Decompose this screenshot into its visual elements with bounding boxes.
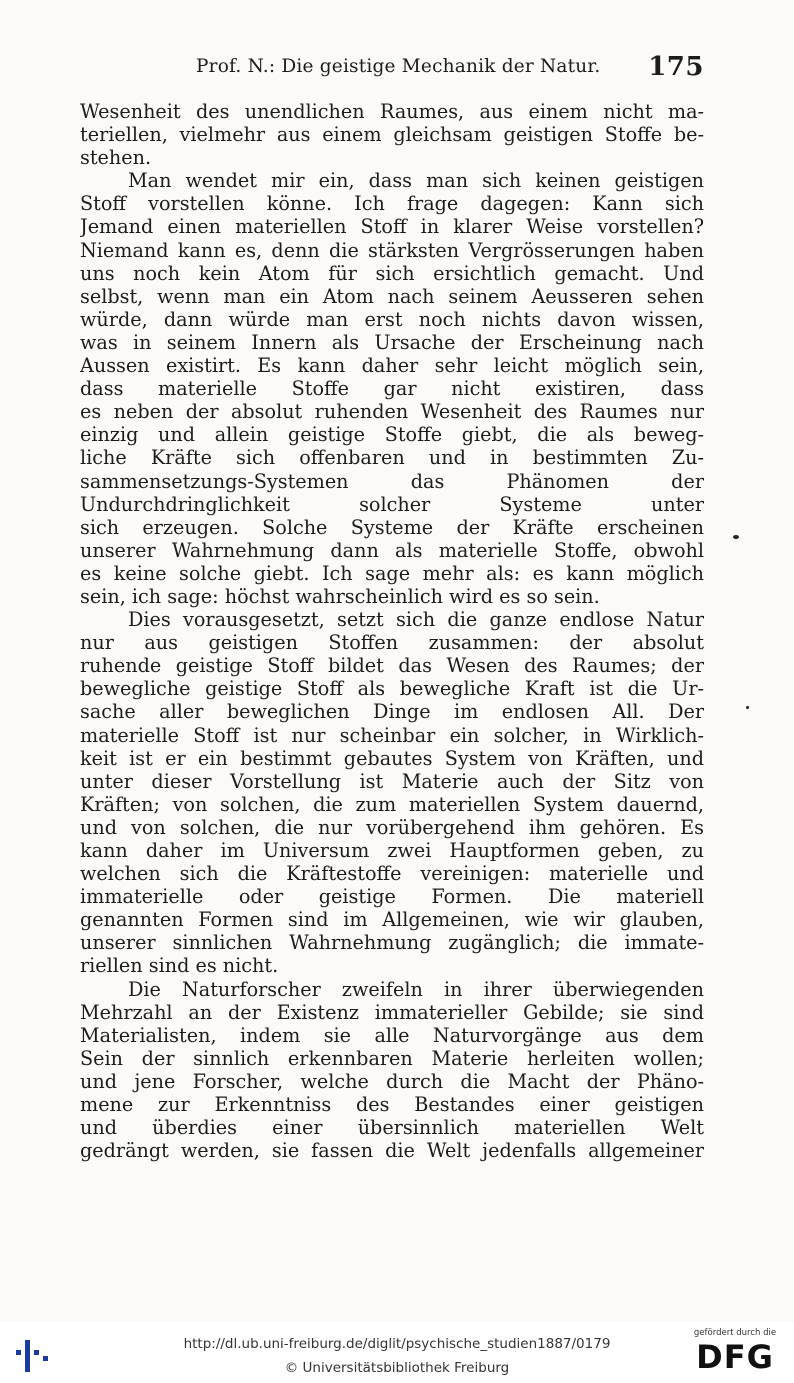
text-line: uns noch kein Atom für sich ersichtlich gemacht. Und [80, 261, 704, 285]
text-line: Stoff vorstellen könne. Ich frage dagegen: Kann sich [80, 192, 704, 216]
text-line: ruhende geistige Stoff bildet das Wesen des Raumes; der [80, 654, 704, 678]
text-line: Undurchdringlichkeit solcher Systeme unter [80, 492, 704, 516]
text-line: Die Naturforscher zweifeln in ihrer überwiegenden [128, 977, 704, 1001]
text-line: Aussen existirt. Es kann daher sehr leicht möglich sein, [80, 354, 704, 378]
text-line: Mehrzahl an der Existenz immaterieller Gebilde; sie sind [80, 1000, 704, 1024]
text-line: materielle Stoff ist nur scheinbar ein solcher, in Wirklich- [80, 723, 704, 747]
dfg-logo [688, 1328, 782, 1380]
page-number: 175 [648, 52, 704, 82]
text-line: sache aller beweglichen Dinge im endlosen All. Der [80, 700, 704, 724]
text-line: Dies vorausgesetzt, setzt sich die ganze endlose Natur [128, 608, 704, 632]
text-line: Sein der sinnlich erkennbaren Materie herleiten wollen; [80, 1046, 704, 1070]
text-line: sich erzeugen. Solche Systeme der Kräfte erscheinen [80, 515, 704, 539]
text-line: genannten Formen sind im Allgemeinen, wie wir glauben, [80, 908, 704, 932]
text-line: mene zur Erkenntniss des Bestandes einer geistigen [80, 1093, 704, 1117]
text-line: unter dieser Vorstellung ist Materie auch der Sitz von [80, 769, 704, 793]
text-line: Kräften; von solchen, die zum materiellen System dauernd, [80, 792, 704, 816]
running-head: Prof. N.: Die geistige Mechanik der Natur. [196, 56, 601, 77]
dfg-logo-mark: DFG [696, 1338, 774, 1376]
text-line: einzig und allein geistige Stoffe giebt, die als beweg- [80, 423, 704, 447]
copyright-notice: © Universitätsbibliothek Freiburg [284, 1360, 510, 1376]
source-url[interactable]: http://dl.ub.uni-freiburg.de/diglit/psychische_studien1887/0179 [183, 1336, 611, 1352]
text-line: Materialisten, indem sie alle Naturvorgänge aus dem [80, 1023, 704, 1047]
text-line: und von solchen, die nur vorübergehend ihm gehören. Es [80, 815, 704, 839]
text-line: gedrängt werden, sie fassen die Welt jedenfalls allgemeiner [80, 1139, 704, 1163]
viewer-footer [0, 1322, 794, 1383]
text-line: riellen sind es nicht. [80, 954, 279, 978]
text-line: selbst, wenn man ein Atom nach seinem Aeusseren sehen [80, 284, 704, 308]
text-line: kann daher im Universum zwei Hauptformen geben, zu [80, 839, 704, 862]
text-line: bewegliche geistige Stoff als bewegliche Kraft ist die Ur- [80, 677, 704, 701]
text-line: immaterielle oder geistige Formen. Die materiell [80, 885, 704, 909]
text-line: es neben der absolut ruhenden Wesenheit des Raumes nur [80, 400, 704, 424]
text-line: teriellen, vielmehr aus einem gleichsam geistigen Stoffe be- [80, 123, 704, 147]
body-text [80, 100, 704, 1162]
text-line: unserer sinnlichen Wahrnehmung zugänglich; die immate- [80, 931, 704, 955]
margin-ink-mark [746, 706, 749, 709]
text-line: und jene Forscher, welche durch die Macht der Phäno- [80, 1069, 704, 1093]
text-line: Jemand einen materiellen Stoff in klarer Weise vorstellen? [80, 215, 704, 239]
text-line: unserer Wahrnehmung dann als materielle Stoffe, obwohl [80, 538, 704, 562]
page-header [196, 52, 704, 88]
text-line: welchen sich die Kräftestoffe vereinigen: materielle und [80, 862, 704, 886]
text-line: dass materielle Stoffe gar nicht existiren, dass [80, 377, 704, 401]
text-line: nur aus geistigen Stoffen zusammen: der absolut [80, 631, 704, 655]
text-line: keit ist er ein bestimmt gebautes System von Kräften, und [80, 746, 704, 770]
text-line: und überdies einer übersinnlich materiellen Welt [80, 1116, 704, 1140]
funder-note: gefördert durch die [693, 1328, 777, 1338]
text-line: es keine solche giebt. Ich sage mehr als: es kann möglich [80, 561, 704, 585]
text-line: würde, dann würde man erst noch nichts davon wissen, [80, 307, 704, 331]
text-line: liche Kräfte sich offenbaren und in bestimmten Zu- [80, 446, 704, 470]
text-line: was in seinem Innern als Ursache der Erscheinung nach [80, 330, 704, 354]
text-line: Wesenheit des unendlichen Raumes, aus einem nicht ma- [80, 100, 704, 123]
text-line: Man wendet mir ein, dass man sich keinen geistigen [128, 169, 704, 193]
margin-ink-mark [733, 535, 739, 539]
text-line: stehen. [80, 146, 152, 170]
text-line: Niemand kann es, denn die stärksten Vergrösserungen haben [80, 238, 704, 262]
text-line: sein, ich sage: höchst wahrscheinlich wird es so sein. [80, 584, 600, 608]
text-line: sammensetzungs-Systemen das Phänomen der [80, 469, 704, 493]
